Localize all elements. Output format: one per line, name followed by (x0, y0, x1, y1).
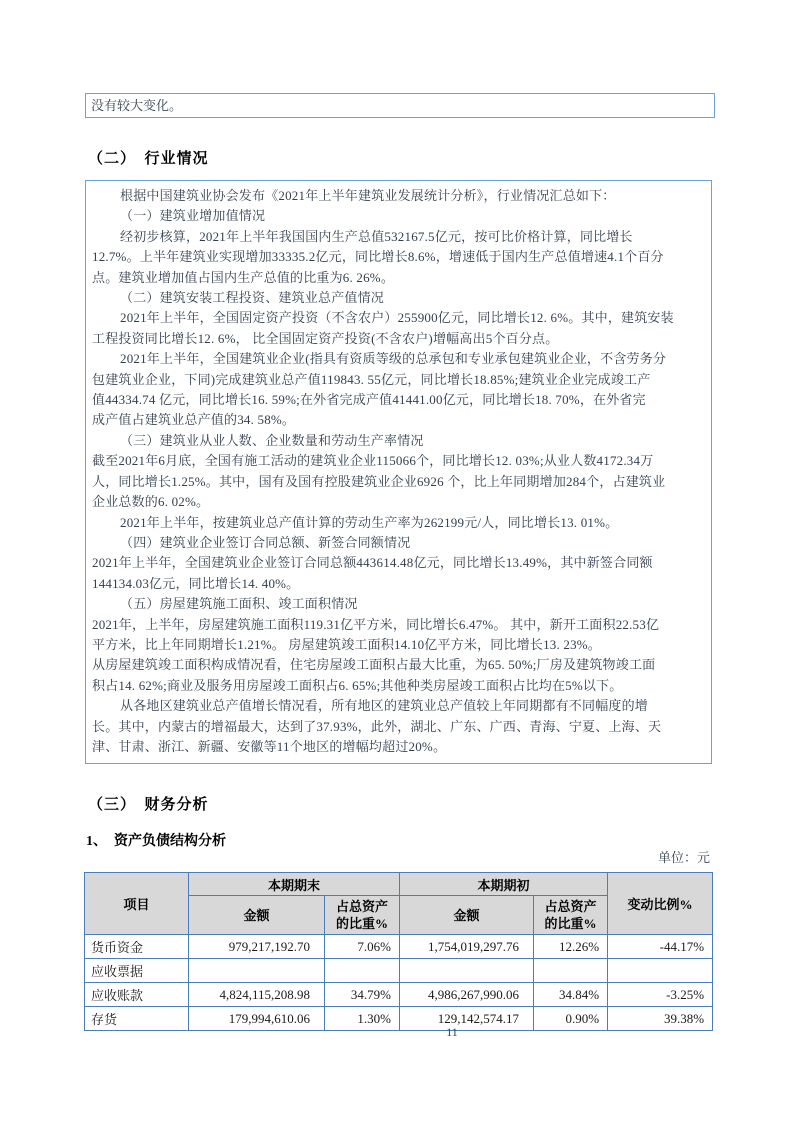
cell-end-ratio (325, 959, 400, 983)
note-text: 没有较大变化。 (91, 98, 183, 113)
cell-end-ratio: 7.06% (325, 935, 400, 959)
text-line: 2021年，上半年，房屋建筑施工面积119.31亿平方米，同比增长6.47%。 其中，新开工面积22.53亿 (92, 616, 660, 632)
cell-item: 应收账款 (85, 983, 189, 1007)
text-line: 2021年上半年，全国固定资产投资（不含农户）255900亿元，同比增长12. 6%。其中，建筑安装 (120, 310, 674, 326)
text-line: 人，同比增长1.25%。其中，国有及国有控股建筑业企业6926 个，比上年同期增加284个，占建筑业 (92, 473, 666, 489)
text-line: 从房屋建筑竣工面积构成情况看，住宅房屋竣工面积占最大比重，为65. 50%;厂房及建筑物竣工面 (92, 657, 656, 673)
text-line: 成产值占建筑业总产值的34. 58%。 (92, 412, 296, 428)
text-line: （一）建筑业增加值情况 (120, 208, 266, 224)
text-line: 值44334.74 亿元，同比增长16. 59%;在外省完成产值41441.00亿元，同比增长18. 70%，在外省完 (92, 392, 646, 408)
cell-end-amount: 979,217,192.70 (189, 935, 325, 959)
cell-begin-ratio (534, 959, 608, 983)
cell-begin-amount: 129,142,574.17 (400, 1007, 534, 1031)
cell-item: 存货 (85, 1007, 189, 1031)
cell-begin-amount (400, 959, 534, 983)
text-line: （四）建筑业企业签订合同总额、新签合同额情况 (120, 534, 411, 550)
cell-begin-ratio: 0.90% (534, 1007, 608, 1031)
cell-begin-ratio: 34.84% (534, 983, 608, 1007)
text-line: 2021年上半年，全国建筑业企业签订合同总额443614.48亿元，同比增长13.49%，其中新签合同额 (92, 555, 653, 571)
text-line: 津、甘肃、浙江、新疆、安徽等11个地区的增幅均超过20%。 (92, 738, 447, 754)
col-header-period-end: 本期期末 (189, 873, 400, 896)
col-header-begin-amount: 金额 (400, 896, 534, 935)
page-number: 11 (446, 1025, 458, 1039)
col-header-begin-ratio: 占总资产的比重% (534, 896, 608, 935)
text-line: 2021年上半年，全国建筑业企业(指具有资质等级的总承包和专业承包建筑业企业，不含劳务分 (120, 351, 667, 367)
text-line: 2021年上半年，按建筑业总产值计算的劳动生产率为262199元/人，同比增长13. 01%。 (120, 514, 619, 530)
text-line: 积占14. 62%;商业及服务用房屋竣工面积占6. 65%;其他种类房屋竣工面积占比均在5%以下。 (92, 677, 623, 693)
text-line: 截至2021年6月底，全国有施工活动的建筑业企业115066个，同比增长12. 03%;从业人数4172.34万 (92, 453, 654, 469)
table-row (85, 983, 713, 1007)
col-header-end-amount: 金额 (189, 896, 325, 935)
text-line: 144134.03亿元，同比增长14. 40%。 (92, 575, 300, 591)
cell-change: -3.25% (608, 983, 713, 1007)
table-row (85, 935, 713, 959)
cell-end-amount: 179,994,610.06 (189, 1007, 325, 1031)
text-line: 点。建筑业增加值占国内生产总值的比重为6. 26%。 (92, 269, 395, 285)
cell-end-ratio: 34.79% (325, 983, 400, 1007)
text-line: 长。其中，内蒙古的增福最大，达到了37.93%，此外，湖北、广东、广西、青海、宁夏、上海、天 (92, 718, 662, 734)
unit-label: 单位：元 (657, 850, 710, 865)
cell-change (608, 959, 713, 983)
cell-end-amount (189, 959, 325, 983)
industry-text-box (85, 180, 712, 764)
table-row (85, 959, 713, 983)
text-line: 12.7%。上半年建筑业实现增加33335.2亿元，同比增长8.6%，增速低于国内生产总值增速4.1个百分 (92, 249, 664, 265)
text-line: 企业总数的6. 02%。 (92, 494, 210, 510)
text-line: 包建筑业企业，下同)完成建筑业总产值119843. 55亿元，同比增长18.85%;建筑业企业完成竣工产 (92, 371, 651, 387)
asset-liability-table (84, 872, 713, 1031)
cell-begin-amount: 1,754,019,297.76 (400, 935, 534, 959)
cell-change: 39.38% (608, 1007, 713, 1031)
text-line: 根据中国建筑业协会发布《2021年上半年建筑业发展统计分析》，行业情况汇总如下： (120, 188, 616, 203)
text-line: （三）建筑业从业人数、企业数量和劳动生产率情况 (120, 432, 424, 448)
table-row (85, 1007, 713, 1031)
section-heading-finance: （三） 财务分析 (88, 797, 209, 813)
text-line: 工程投资同比增长12. 6%， 比全国固定资产投资(不含农户)增幅高出5个百分点。 (92, 330, 559, 346)
note-box (85, 93, 715, 118)
asset-table-body (85, 935, 713, 1031)
cell-begin-amount: 4,986,267,990.06 (400, 983, 534, 1007)
text-line: （二）建筑安装工程投资、建筑业总产值情况 (120, 290, 385, 306)
cell-end-ratio: 1.30% (325, 1007, 400, 1031)
subsection-heading-asset-structure: 1、 资产负债结构分析 (86, 834, 226, 849)
col-header-item: 项目 (85, 873, 189, 935)
cell-begin-ratio: 12.26% (534, 935, 608, 959)
text-line: 平方米，比上年同期增长1.21%。 房屋建筑竣工面积14.10亿平方米，同比增长13. 23%。 (92, 636, 602, 652)
cell-end-amount: 4,824,115,208.98 (189, 983, 325, 1007)
text-line: 从各地区建筑业总产值增长情况看，所有地区的建筑业总产值较上年同期都有不同幅度的增 (120, 698, 649, 714)
col-header-end-ratio: 占总资产的比重% (325, 896, 400, 935)
cell-item: 应收票据 (85, 959, 189, 983)
cell-change: -44.17% (608, 935, 713, 959)
text-line: 经初步核算，2021年上半年我国国内生产总值532167.5亿元，按可比价格计算，同比增长 (120, 228, 633, 244)
cell-item: 货币资金 (85, 935, 189, 959)
section-heading-industry: （二） 行业情况 (88, 151, 209, 167)
text-line: （五）房屋建筑施工面积、竣工面积情况 (120, 596, 358, 612)
col-header-change: 变动比例% (608, 873, 713, 935)
col-header-period-begin: 本期期初 (400, 873, 608, 896)
